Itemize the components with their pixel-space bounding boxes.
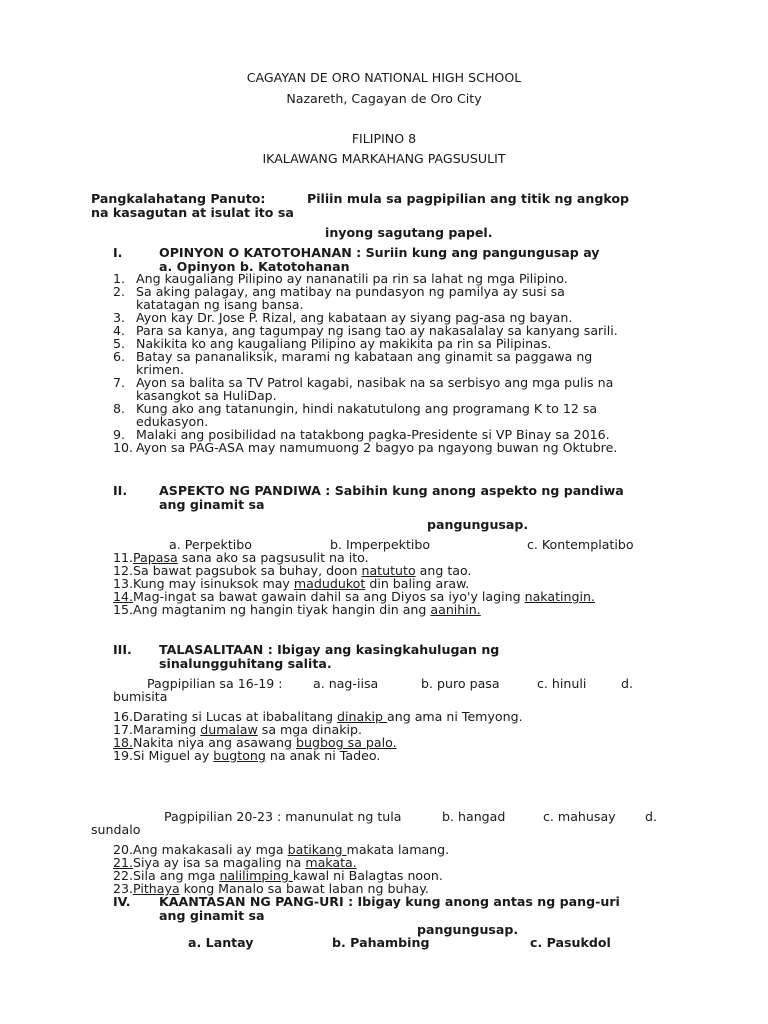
section-4-choice-b: b. Pahambing <box>332 935 430 950</box>
item-text: Mag-ingat sa bawat gawain dahil sa ang Diyos sa iyo'y laging <box>133 589 525 604</box>
section-2-title: ASPEKTO NG PANDIWA : Sabihin kung anong aspekto ng pandiwa <box>159 483 624 498</box>
item-text: sa mga dinakip. <box>257 722 362 737</box>
item-text: Siya ay isa sa magaling na <box>133 855 306 870</box>
item-text: edukasyon. <box>136 414 209 429</box>
underlined-word: bugbog sa palo. <box>295 735 397 750</box>
item-text: Nakikita ko ang kaugaliang Pilipino ay makikita pa rin sa Pilipinas. <box>136 336 552 351</box>
section-3-choices-1-a: a. nag-iisa <box>313 676 379 691</box>
underlined-word: natututo <box>361 563 416 578</box>
item-number: 22. <box>113 868 134 883</box>
section-3-choices-2-d: d. <box>645 809 657 824</box>
underlined-word: dumalaw <box>200 722 258 737</box>
item-text: makata lamang. <box>346 842 450 857</box>
underlined-word: aanihin. <box>430 602 481 617</box>
section-3-choices-1-d: d. <box>621 676 633 691</box>
item-text: na anak ni Tadeo. <box>265 748 381 763</box>
section-1-item <box>113 441 617 455</box>
section-2-choice-c: c. Kontemplatibo <box>527 537 634 552</box>
item-text: Malaki ang posibilidad na tatakbong pagka-Presidente si VP Binay sa 2016. <box>136 427 610 442</box>
section-3-choices-2-b: b. hangad <box>442 809 506 824</box>
section-1-item <box>113 350 592 364</box>
item-text: kong Manalo sa bawat laban ng buhay. <box>179 881 429 896</box>
item-number: 10. <box>113 440 134 455</box>
section-3-choices-2-label: Pagpipilian 20-23 : manunulat ng tula <box>164 809 402 824</box>
section-3-choices-2-c: c. mahusay <box>543 809 616 824</box>
item-text: Ang kaugaliang Pilipino ay nananatili pa rin sa lahat ng mga Pilipino. <box>136 271 568 286</box>
section-3-choices-1-d-text: bumisita <box>113 689 168 704</box>
underlined-word: nakatingin. <box>524 589 595 604</box>
item-text: katatagan ng isang bansa. <box>136 297 304 312</box>
section-2-numeral: II. <box>113 483 128 498</box>
item-text: krimen. <box>136 362 184 377</box>
item-number: 15. <box>113 602 134 617</box>
list-item <box>113 603 481 617</box>
item-number: 13. <box>113 576 134 591</box>
underlined-word: Pithaya <box>133 881 180 896</box>
section-4-choice-c: c. Pasukdol <box>530 935 611 950</box>
item-text: Maraming <box>133 722 201 737</box>
underlined-word: dinakip <box>337 709 387 724</box>
section-3-choices-1-c: c. hinuli <box>537 676 587 691</box>
item-number: 6. <box>113 349 126 364</box>
item-text: Kung may isinuksok may <box>133 576 294 591</box>
item-text: Ayon sa PAG-ASA may namumuong 2 bagyo pa ngayong buwan ng Oktubre. <box>136 440 618 455</box>
instructions-text-3: inyong sagutang papel. <box>325 225 493 240</box>
section-4-numeral: IV. <box>113 894 131 909</box>
section-3-choices-2-d-text: sundalo <box>91 822 141 837</box>
item-text: Ang makakasali ay mga <box>133 842 288 857</box>
item-text: Sa aking palagay, ang matibay na pundasyon ng pamilya ay susi sa <box>136 284 565 299</box>
list-item <box>113 749 380 763</box>
underlined-word: batikang <box>287 842 347 857</box>
underlined-word: nalilimping <box>219 868 293 883</box>
item-text: Ayon kay Dr. Jose P. Rizal, ang kabataan ay siyang pag-asa ng bayan. <box>136 310 573 325</box>
exam-title: IKALAWANG MARKAHANG PAGSUSULIT <box>262 151 506 166</box>
underlined-word: makata. <box>305 855 357 870</box>
item-text: Kung ako ang tatanungin, hindi nakatutulong ang programang K to 12 sa <box>136 401 598 416</box>
item-number: 21. <box>113 855 134 870</box>
section-2-choice-b: b. Imperpektibo <box>330 537 431 552</box>
section-1-title: OPINYON O KATOTOHANAN : Suriin kung ang pangungusap ay <box>159 245 600 260</box>
section-4-title-end: pangungusap. <box>417 922 519 937</box>
item-text: Nakita niya ang asawang <box>133 735 296 750</box>
item-text: Ang magtanim ng hangin tiyak hangin din ang <box>133 602 431 617</box>
school-address: Nazareth, Cagayan de Oro City <box>286 91 482 106</box>
item-number: 1. <box>113 271 126 286</box>
item-number: 14. <box>113 589 134 604</box>
item-text: ang ama ni Temyong. <box>387 709 523 724</box>
item-number: 2. <box>113 284 126 299</box>
item-text: Darating si Lucas at ibabalitang <box>133 709 338 724</box>
item-text: kawal ni Balagtas noon. <box>292 868 443 883</box>
item-number: 19. <box>113 748 134 763</box>
section-3-title: TALASALITAAN : Ibigay ang kasingkahulugan ng <box>159 642 500 657</box>
item-text: Sa bawat pagsubok sa buhay, doon <box>133 563 362 578</box>
section-3-numeral: III. <box>113 642 132 657</box>
item-text: Sila ang mga <box>133 868 220 883</box>
item-text: kasangkot sa HuliDap. <box>136 388 277 403</box>
section-2-title-end: pangungusap. <box>427 517 529 532</box>
item-number: 8. <box>113 401 126 416</box>
instructions-text-2: na kasagutan at isulat ito sa <box>91 205 294 220</box>
instructions-label: Pangkalahatang Panuto: <box>91 191 266 206</box>
item-text: Para sa kanya, ang tagumpay ng isang tao ay nakasalalay sa kanyang sarili. <box>136 323 618 338</box>
item-text: Ayon sa balita sa TV Patrol kagabi, nasibak na sa serbisyo ang mga pulis na <box>136 375 614 390</box>
item-number: 4. <box>113 323 126 338</box>
item-number: 11. <box>113 550 134 565</box>
underlined-word: bugtong <box>213 748 266 763</box>
item-number: 7. <box>113 375 126 390</box>
item-number: 3. <box>113 310 126 325</box>
underlined-word: madudukot <box>293 576 366 591</box>
item-number: 23. <box>113 881 134 896</box>
section-2-choice-a: a. Perpektibo <box>169 537 252 552</box>
underlined-word: Papasa <box>133 550 178 565</box>
subject-title: FILIPINO 8 <box>351 131 417 146</box>
section-3-choices-1-b: b. puro pasa <box>421 676 500 691</box>
item-number: 16. <box>113 709 134 724</box>
section-4-title: KAANTASAN NG PANG-URI : Ibigay kung anong antas ng pang-uri <box>159 894 620 909</box>
item-text: Si Miguel ay <box>133 748 214 763</box>
section-4-title-cont: ang ginamit sa <box>159 908 265 923</box>
item-text: din baling araw. <box>365 576 470 591</box>
section-4-choice-a: a. Lantay <box>188 935 254 950</box>
instructions-text-1: Piliin mula sa pagpipilian ang titik ng angkop <box>307 191 630 206</box>
item-text: sana ako sa pagsusulit na ito. <box>177 550 369 565</box>
section-3-choices-1-label: Pagpipilian sa 16-19 : <box>147 676 283 691</box>
section-3-title-cont: sinalungguhitang salita. <box>159 656 332 671</box>
item-number: 9. <box>113 427 126 442</box>
item-number: 20. <box>113 842 134 857</box>
section-1-numeral: I. <box>113 245 123 260</box>
item-number: 5. <box>113 336 126 351</box>
item-number: 17. <box>113 722 134 737</box>
item-text: Batay sa pananaliksik, marami ng kabataan ang ginamit sa paggawa ng <box>136 349 593 364</box>
item-number: 12. <box>113 563 134 578</box>
section-2-title-cont: ang ginamit sa <box>159 497 265 512</box>
item-number: 18. <box>113 735 134 750</box>
school-name: CAGAYAN DE ORO NATIONAL HIGH SCHOOL <box>246 70 522 85</box>
item-text: ang tao. <box>415 563 472 578</box>
section-1-choices: a. Opinyon b. Katotohanan <box>159 259 350 274</box>
